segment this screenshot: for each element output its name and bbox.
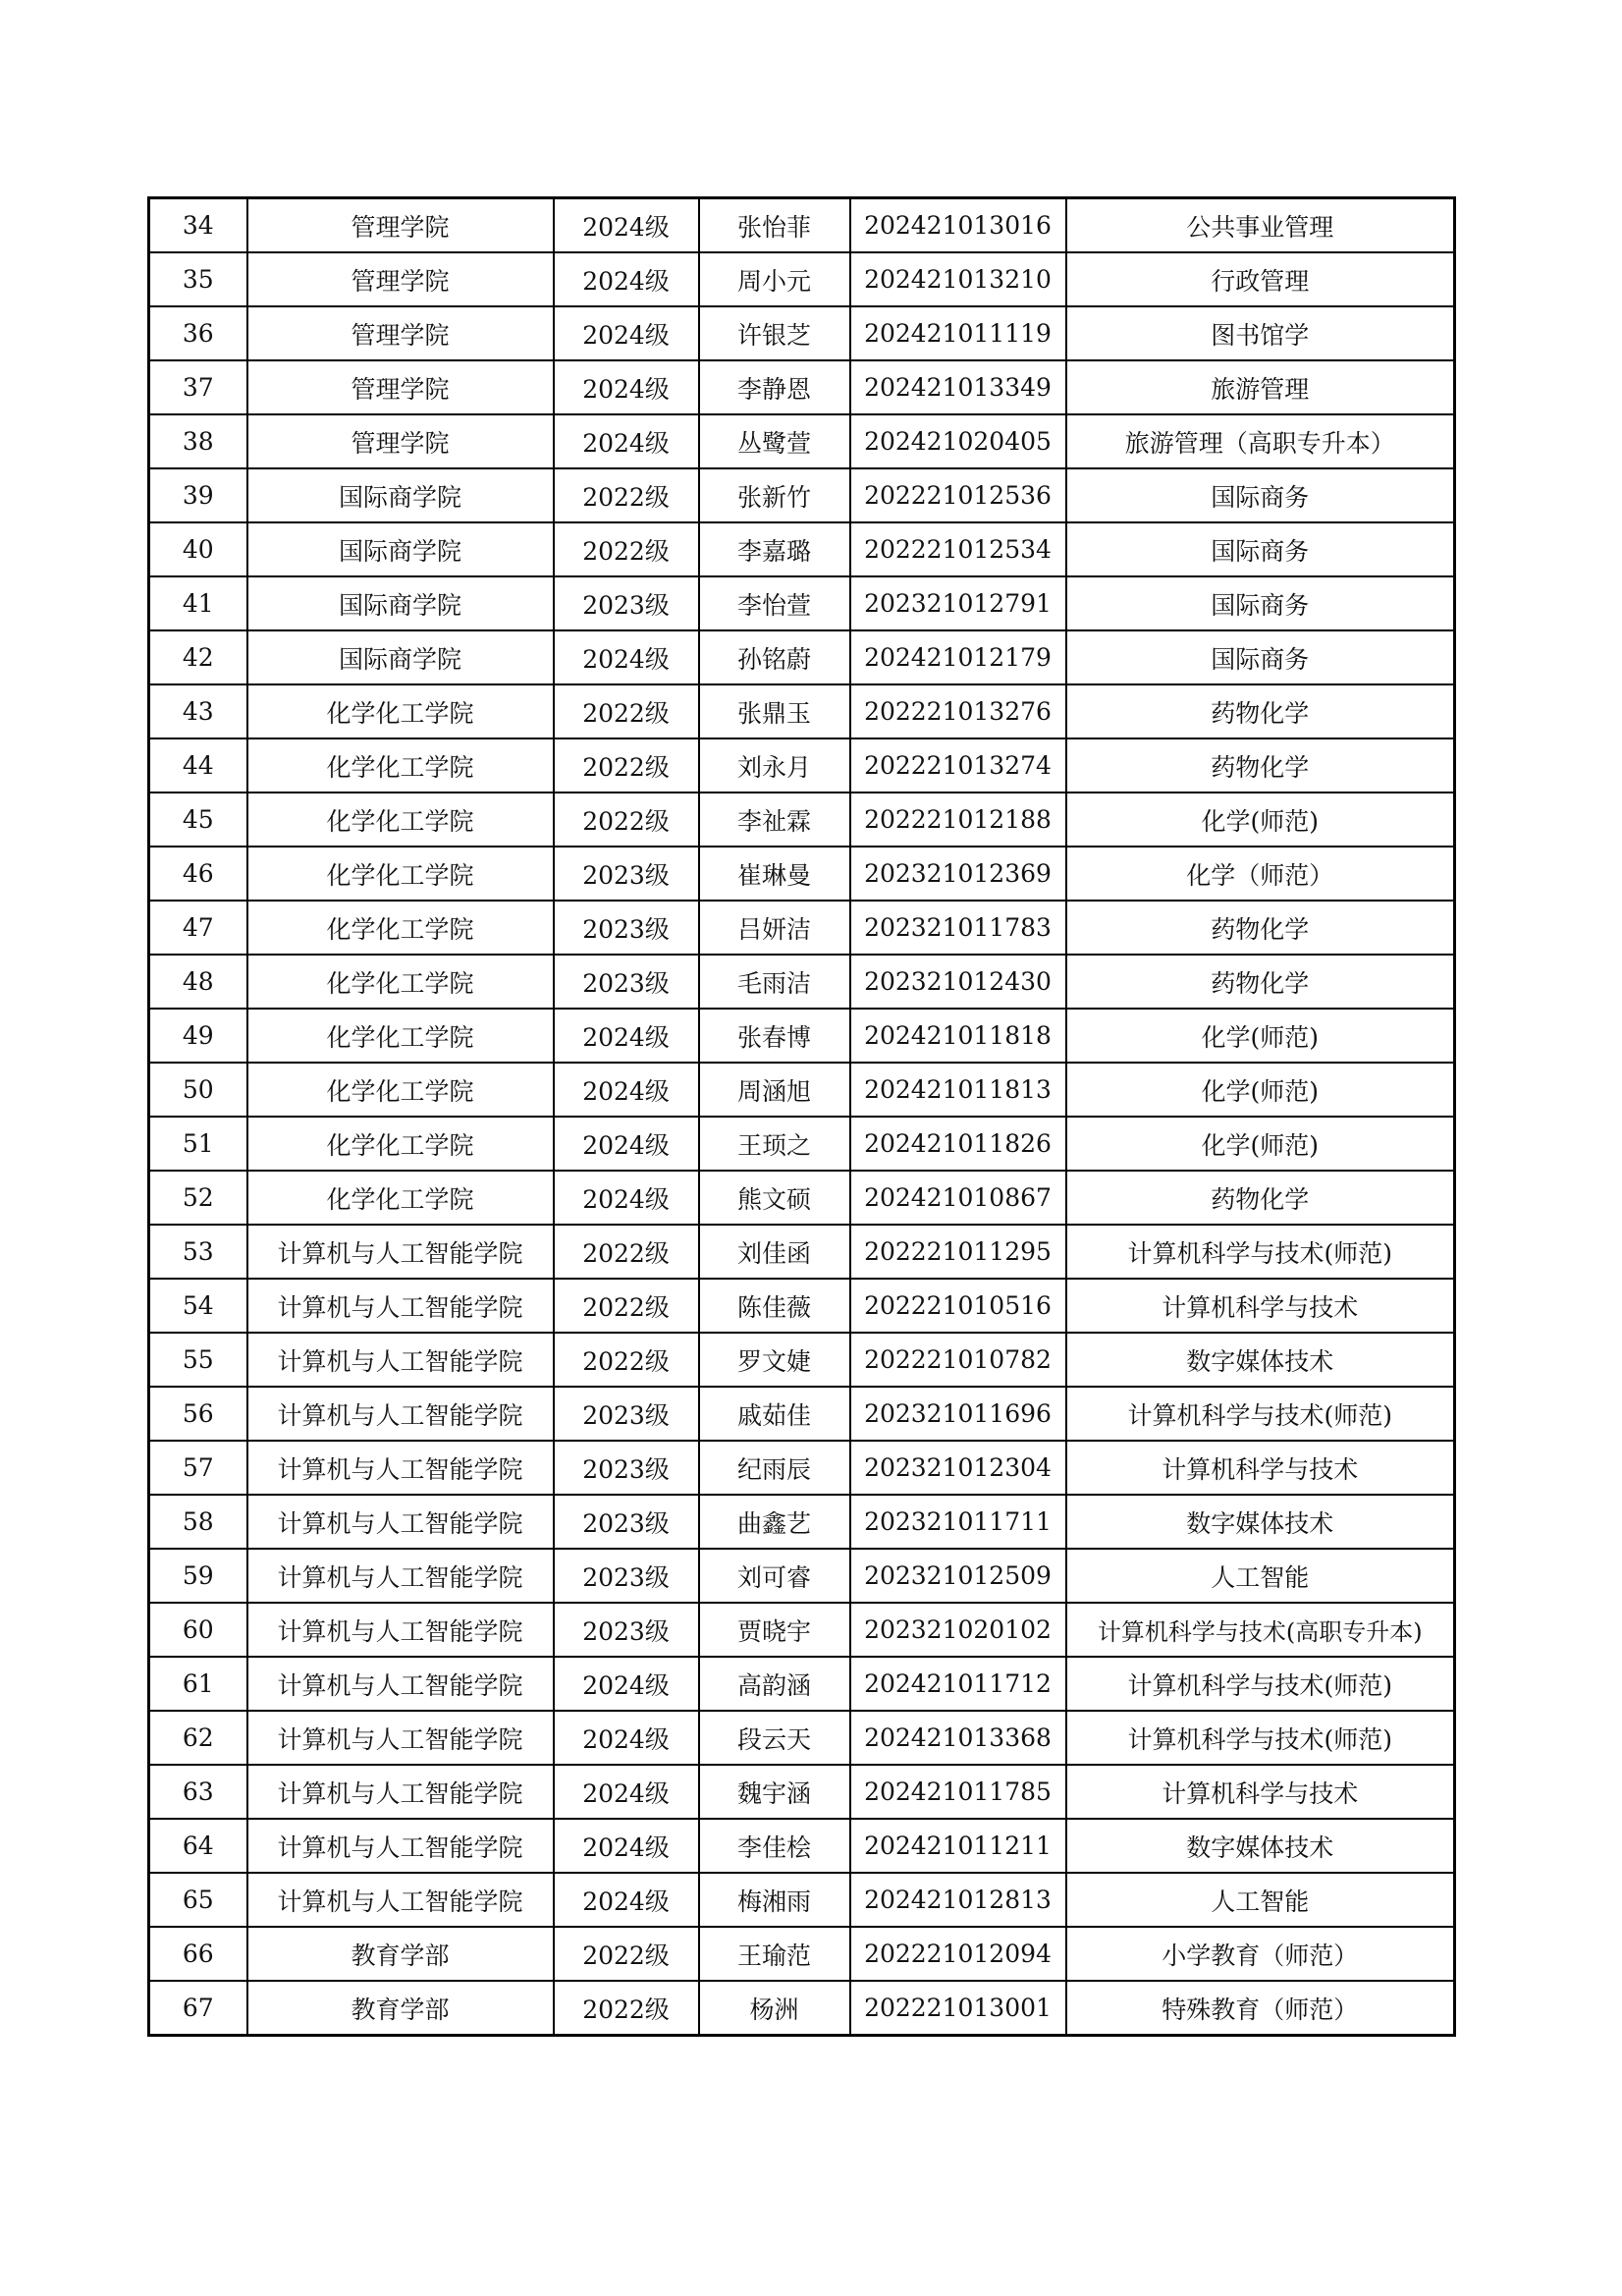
major-cell: 计算机科学与技术(师范) <box>1066 1387 1455 1441</box>
major-cell: 特殊教育（师范） <box>1066 1981 1455 2036</box>
row-number-cell: 44 <box>149 738 247 793</box>
row-number-cell: 63 <box>149 1765 247 1819</box>
grade-cell: 2022级 <box>554 1333 699 1387</box>
major-cell: 药物化学 <box>1066 901 1455 955</box>
grade-cell: 2023级 <box>554 955 699 1009</box>
grade-cell: 2024级 <box>554 1171 699 1225</box>
row-number-cell: 37 <box>149 360 247 414</box>
college-cell: 计算机与人工智能学院 <box>247 1495 554 1549</box>
table-row <box>149 1981 1455 2036</box>
row-number-cell: 45 <box>149 793 247 847</box>
student-name-cell: 高韵涵 <box>699 1657 850 1711</box>
college-cell: 计算机与人工智能学院 <box>247 1819 554 1873</box>
student-id-cell: 202321012304 <box>850 1441 1066 1495</box>
grade-cell: 2022级 <box>554 522 699 576</box>
student-id-cell: 202321012791 <box>850 576 1066 630</box>
student-name-cell: 李佳桧 <box>699 1819 850 1873</box>
college-cell: 计算机与人工智能学院 <box>247 1279 554 1333</box>
table-row <box>149 847 1455 901</box>
student-name-cell: 陈佳薇 <box>699 1279 850 1333</box>
student-id-cell: 202221010782 <box>850 1333 1066 1387</box>
student-id-cell: 202221012094 <box>850 1927 1066 1981</box>
grade-cell: 2024级 <box>554 1009 699 1063</box>
college-cell: 计算机与人工智能学院 <box>247 1225 554 1279</box>
grade-cell: 2024级 <box>554 252 699 306</box>
college-cell: 计算机与人工智能学院 <box>247 1873 554 1927</box>
student-id-cell: 202421011712 <box>850 1657 1066 1711</box>
major-cell: 行政管理 <box>1066 252 1455 306</box>
student-name-cell: 毛雨洁 <box>699 955 850 1009</box>
major-cell: 国际商务 <box>1066 522 1455 576</box>
student-name-cell: 张新竹 <box>699 468 850 522</box>
college-cell: 计算机与人工智能学院 <box>247 1441 554 1495</box>
student-name-cell: 李怡萱 <box>699 576 850 630</box>
student-name-cell: 丛鹭萱 <box>699 414 850 468</box>
college-cell: 管理学院 <box>247 198 554 253</box>
row-number-cell: 52 <box>149 1171 247 1225</box>
grade-cell: 2023级 <box>554 1603 699 1657</box>
row-number-cell: 53 <box>149 1225 247 1279</box>
major-cell: 化学(师范) <box>1066 1117 1455 1171</box>
grade-cell: 2024级 <box>554 1873 699 1927</box>
student-id-cell: 202421011785 <box>850 1765 1066 1819</box>
grade-cell: 2022级 <box>554 738 699 793</box>
grade-cell: 2022级 <box>554 468 699 522</box>
college-cell: 国际商学院 <box>247 468 554 522</box>
college-cell: 管理学院 <box>247 414 554 468</box>
student-name-cell: 崔琳曼 <box>699 847 850 901</box>
table-row <box>149 1387 1455 1441</box>
major-cell: 计算机科学与技术(师范) <box>1066 1225 1455 1279</box>
major-cell: 公共事业管理 <box>1066 198 1455 253</box>
row-number-cell: 48 <box>149 955 247 1009</box>
student-id-cell: 202421012813 <box>850 1873 1066 1927</box>
student-name-cell: 李祉霖 <box>699 793 850 847</box>
row-number-cell: 36 <box>149 306 247 360</box>
grade-cell: 2024级 <box>554 1063 699 1117</box>
row-number-cell: 60 <box>149 1603 247 1657</box>
college-cell: 化学化工学院 <box>247 793 554 847</box>
row-number-cell: 35 <box>149 252 247 306</box>
grade-cell: 2023级 <box>554 901 699 955</box>
grade-cell: 2022级 <box>554 793 699 847</box>
college-cell: 化学化工学院 <box>247 738 554 793</box>
college-cell: 计算机与人工智能学院 <box>247 1603 554 1657</box>
row-number-cell: 66 <box>149 1927 247 1981</box>
major-cell: 人工智能 <box>1066 1549 1455 1603</box>
table-row <box>149 630 1455 684</box>
student-list-table-container <box>147 196 1453 2037</box>
major-cell: 药物化学 <box>1066 955 1455 1009</box>
grade-cell: 2023级 <box>554 847 699 901</box>
grade-cell: 2024级 <box>554 306 699 360</box>
grade-cell: 2023级 <box>554 1495 699 1549</box>
table-row <box>149 1819 1455 1873</box>
grade-cell: 2024级 <box>554 1657 699 1711</box>
major-cell: 计算机科学与技术 <box>1066 1765 1455 1819</box>
student-name-cell: 李静恩 <box>699 360 850 414</box>
table-row <box>149 468 1455 522</box>
college-cell: 化学化工学院 <box>247 1063 554 1117</box>
table-row <box>149 1711 1455 1765</box>
college-cell: 计算机与人工智能学院 <box>247 1387 554 1441</box>
major-cell: 药物化学 <box>1066 684 1455 738</box>
row-number-cell: 61 <box>149 1657 247 1711</box>
student-name-cell: 刘可睿 <box>699 1549 850 1603</box>
table-row <box>149 793 1455 847</box>
grade-cell: 2022级 <box>554 1225 699 1279</box>
major-cell: 计算机科学与技术 <box>1066 1279 1455 1333</box>
grade-cell: 2024级 <box>554 360 699 414</box>
row-number-cell: 49 <box>149 1009 247 1063</box>
major-cell: 数字媒体技术 <box>1066 1495 1455 1549</box>
student-id-cell: 202221012534 <box>850 522 1066 576</box>
student-id-cell: 202321011783 <box>850 901 1066 955</box>
college-cell: 计算机与人工智能学院 <box>247 1549 554 1603</box>
student-id-cell: 202221012536 <box>850 468 1066 522</box>
row-number-cell: 47 <box>149 901 247 955</box>
college-cell: 计算机与人工智能学院 <box>247 1657 554 1711</box>
table-row <box>149 306 1455 360</box>
table-row <box>149 901 1455 955</box>
major-cell: 药物化学 <box>1066 738 1455 793</box>
table-row <box>149 1441 1455 1495</box>
student-id-cell: 202421013016 <box>850 198 1066 253</box>
student-name-cell: 魏宇涵 <box>699 1765 850 1819</box>
grade-cell: 2024级 <box>554 414 699 468</box>
student-name-cell: 张怡菲 <box>699 198 850 253</box>
table-row <box>149 1927 1455 1981</box>
student-id-cell: 202221011295 <box>850 1225 1066 1279</box>
student-name-cell: 曲鑫艺 <box>699 1495 850 1549</box>
major-cell: 数字媒体技术 <box>1066 1819 1455 1873</box>
major-cell: 人工智能 <box>1066 1873 1455 1927</box>
student-name-cell: 孙铭蔚 <box>699 630 850 684</box>
student-name-cell: 戚茹佳 <box>699 1387 850 1441</box>
student-name-cell: 王瑜范 <box>699 1927 850 1981</box>
college-cell: 化学化工学院 <box>247 684 554 738</box>
student-id-cell: 202421011119 <box>850 306 1066 360</box>
row-number-cell: 39 <box>149 468 247 522</box>
student-name-cell: 罗文婕 <box>699 1333 850 1387</box>
row-number-cell: 54 <box>149 1279 247 1333</box>
college-cell: 化学化工学院 <box>247 955 554 1009</box>
college-cell: 国际商学院 <box>247 630 554 684</box>
row-number-cell: 59 <box>149 1549 247 1603</box>
grade-cell: 2022级 <box>554 1927 699 1981</box>
row-number-cell: 65 <box>149 1873 247 1927</box>
student-name-cell: 梅湘雨 <box>699 1873 850 1927</box>
grade-cell: 2024级 <box>554 1819 699 1873</box>
row-number-cell: 58 <box>149 1495 247 1549</box>
college-cell: 教育学部 <box>247 1981 554 2036</box>
student-id-cell: 202221013276 <box>850 684 1066 738</box>
student-id-cell: 202421013210 <box>850 252 1066 306</box>
college-cell: 化学化工学院 <box>247 847 554 901</box>
student-id-cell: 202321012369 <box>850 847 1066 901</box>
major-cell: 计算机科学与技术(高职专升本) <box>1066 1603 1455 1657</box>
grade-cell: 2022级 <box>554 1279 699 1333</box>
row-number-cell: 62 <box>149 1711 247 1765</box>
student-id-cell: 202421010867 <box>850 1171 1066 1225</box>
row-number-cell: 51 <box>149 1117 247 1171</box>
table-row <box>149 1063 1455 1117</box>
student-id-cell: 202321012509 <box>850 1549 1066 1603</box>
table-row <box>149 1873 1455 1927</box>
grade-cell: 2024级 <box>554 630 699 684</box>
student-id-cell: 202221013274 <box>850 738 1066 793</box>
table-row <box>149 1225 1455 1279</box>
row-number-cell: 56 <box>149 1387 247 1441</box>
student-list-table <box>147 196 1456 2037</box>
student-id-cell: 202321012430 <box>850 955 1066 1009</box>
student-name-cell: 周小元 <box>699 252 850 306</box>
table-row <box>149 1333 1455 1387</box>
student-name-cell: 张鼎玉 <box>699 684 850 738</box>
grade-cell: 2024级 <box>554 1711 699 1765</box>
student-name-cell: 段云天 <box>699 1711 850 1765</box>
table-row <box>149 1765 1455 1819</box>
major-cell: 国际商务 <box>1066 630 1455 684</box>
row-number-cell: 67 <box>149 1981 247 2036</box>
row-number-cell: 50 <box>149 1063 247 1117</box>
table-row <box>149 955 1455 1009</box>
college-cell: 国际商学院 <box>247 522 554 576</box>
student-name-cell: 刘佳函 <box>699 1225 850 1279</box>
row-number-cell: 57 <box>149 1441 247 1495</box>
table-row <box>149 252 1455 306</box>
college-cell: 管理学院 <box>247 360 554 414</box>
grade-cell: 2024级 <box>554 198 699 253</box>
student-name-cell: 王顼之 <box>699 1117 850 1171</box>
grade-cell: 2023级 <box>554 1441 699 1495</box>
college-cell: 化学化工学院 <box>247 1009 554 1063</box>
major-cell: 药物化学 <box>1066 1171 1455 1225</box>
college-cell: 管理学院 <box>247 306 554 360</box>
major-cell: 国际商务 <box>1066 576 1455 630</box>
table-row <box>149 1657 1455 1711</box>
row-number-cell: 42 <box>149 630 247 684</box>
major-cell: 化学（师范） <box>1066 847 1455 901</box>
row-number-cell: 46 <box>149 847 247 901</box>
major-cell: 计算机科学与技术(师范) <box>1066 1711 1455 1765</box>
grade-cell: 2022级 <box>554 684 699 738</box>
table-row <box>149 1549 1455 1603</box>
student-name-cell: 许银芝 <box>699 306 850 360</box>
table-row <box>149 576 1455 630</box>
student-id-cell: 202421012179 <box>850 630 1066 684</box>
college-cell: 计算机与人工智能学院 <box>247 1711 554 1765</box>
grade-cell: 2022级 <box>554 1981 699 2036</box>
college-cell: 教育学部 <box>247 1927 554 1981</box>
student-id-cell: 202321011696 <box>850 1387 1066 1441</box>
table-row <box>149 738 1455 793</box>
student-name-cell: 贾晓宇 <box>699 1603 850 1657</box>
grade-cell: 2023级 <box>554 576 699 630</box>
major-cell: 图书馆学 <box>1066 306 1455 360</box>
row-number-cell: 41 <box>149 576 247 630</box>
major-cell: 化学(师范) <box>1066 1009 1455 1063</box>
row-number-cell: 34 <box>149 198 247 253</box>
student-id-cell: 202221010516 <box>850 1279 1066 1333</box>
college-cell: 计算机与人工智能学院 <box>247 1765 554 1819</box>
row-number-cell: 64 <box>149 1819 247 1873</box>
student-id-cell: 202221012188 <box>850 793 1066 847</box>
student-name-cell: 周涵旭 <box>699 1063 850 1117</box>
row-number-cell: 38 <box>149 414 247 468</box>
table-row <box>149 360 1455 414</box>
table-row <box>149 198 1455 253</box>
student-id-cell: 202221013001 <box>850 1981 1066 2036</box>
table-row <box>149 522 1455 576</box>
table-row <box>149 1117 1455 1171</box>
table-row <box>149 1603 1455 1657</box>
college-cell: 计算机与人工智能学院 <box>247 1333 554 1387</box>
table-row <box>149 1171 1455 1225</box>
student-name-cell: 张春博 <box>699 1009 850 1063</box>
grade-cell: 2024级 <box>554 1765 699 1819</box>
student-name-cell: 杨洲 <box>699 1981 850 2036</box>
row-number-cell: 55 <box>149 1333 247 1387</box>
student-name-cell: 李嘉璐 <box>699 522 850 576</box>
row-number-cell: 40 <box>149 522 247 576</box>
student-id-cell: 202421013349 <box>850 360 1066 414</box>
table-row <box>149 1009 1455 1063</box>
student-name-cell: 吕妍洁 <box>699 901 850 955</box>
major-cell: 旅游管理（高职专升本） <box>1066 414 1455 468</box>
student-id-cell: 202421020405 <box>850 414 1066 468</box>
grade-cell: 2024级 <box>554 1117 699 1171</box>
student-name-cell: 刘永月 <box>699 738 850 793</box>
table-row <box>149 1279 1455 1333</box>
table-row <box>149 1495 1455 1549</box>
major-cell: 小学教育（师范） <box>1066 1927 1455 1981</box>
major-cell: 旅游管理 <box>1066 360 1455 414</box>
table-body <box>149 198 1455 2036</box>
major-cell: 化学(师范) <box>1066 793 1455 847</box>
grade-cell: 2023级 <box>554 1387 699 1441</box>
student-id-cell: 202421013368 <box>850 1711 1066 1765</box>
student-id-cell: 202421011826 <box>850 1117 1066 1171</box>
grade-cell: 2023级 <box>554 1549 699 1603</box>
major-cell: 计算机科学与技术 <box>1066 1441 1455 1495</box>
student-id-cell: 202321011711 <box>850 1495 1066 1549</box>
student-name-cell: 熊文硕 <box>699 1171 850 1225</box>
student-name-cell: 纪雨辰 <box>699 1441 850 1495</box>
major-cell: 数字媒体技术 <box>1066 1333 1455 1387</box>
college-cell: 国际商学院 <box>247 576 554 630</box>
student-id-cell: 202421011211 <box>850 1819 1066 1873</box>
table-row <box>149 414 1455 468</box>
college-cell: 化学化工学院 <box>247 1171 554 1225</box>
row-number-cell: 43 <box>149 684 247 738</box>
college-cell: 化学化工学院 <box>247 1117 554 1171</box>
major-cell: 计算机科学与技术(师范) <box>1066 1657 1455 1711</box>
student-id-cell: 202321020102 <box>850 1603 1066 1657</box>
student-id-cell: 202421011818 <box>850 1009 1066 1063</box>
college-cell: 管理学院 <box>247 252 554 306</box>
student-id-cell: 202421011813 <box>850 1063 1066 1117</box>
table-row <box>149 684 1455 738</box>
major-cell: 化学(师范) <box>1066 1063 1455 1117</box>
college-cell: 化学化工学院 <box>247 901 554 955</box>
major-cell: 国际商务 <box>1066 468 1455 522</box>
